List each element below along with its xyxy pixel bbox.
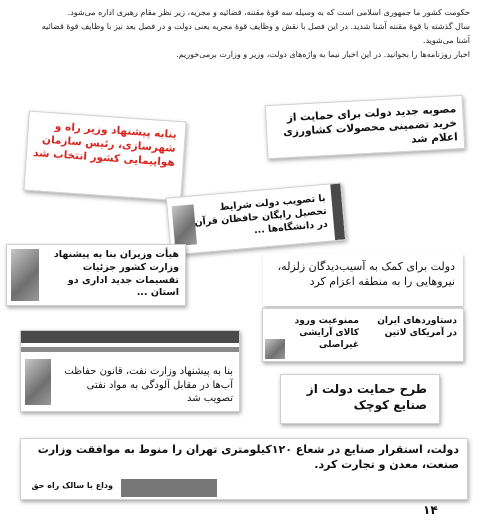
clip-headline: دولت، استقرار صنایع در شعاع ۱۲۰کیلومتری تهران را منوط به موافقت وزارت صنعت، معدن و تجارت کرد. [37, 443, 459, 471]
page-number: ۱۴ [423, 503, 438, 517]
clip-headline: مصوبه جدید دولت برای حمایت از خرید تضمینی محصولات کشاورزی اعلام شد [282, 103, 458, 146]
news-clip-water-protection [20, 330, 240, 412]
news-clip-aviation [23, 111, 186, 202]
news-clip-provinces [6, 244, 186, 306]
clip-headline-b: ممنوعیت ورود کالای آرایشی غیراصلی [294, 316, 359, 351]
news-clip-latin-america [262, 308, 464, 362]
news-clip-tehran-industries [20, 438, 468, 500]
clip-headline: با تصویب دولت شرایط تحصیل رایگان حافظان قرآن در دانشگاه‌ها ... [193, 192, 329, 236]
clip-headline: طرح حمایت دولت از صنایع کوچک [306, 382, 427, 413]
news-clip-quran-tuition [166, 182, 346, 255]
intro-paragraph-1: حکومت کشور ما جمهوری اسلامی است که به وسیله سه قوهٔ مقننه، قضائیه و مجریه، زیر نظر مقام رهبری اداره می‌شود. [67, 8, 470, 17]
clip-headline: بنابه پیشنهاد وزیر راه و شهرسازی، رئیس سازمان هواپیمایی کشور انتخاب شد [32, 120, 178, 170]
clip-headline: دولت برای کمک به آسیب‌دیدگان زلزله، نیروهایی را به منطقه اعزام کرد [277, 260, 455, 288]
clip-photo [265, 339, 285, 359]
clip-photo-strip [121, 479, 217, 497]
clip-photo [11, 249, 39, 301]
clip-photo [25, 359, 51, 405]
news-clip-crop-purchase [265, 95, 466, 159]
clip-headline: هیأت وزیران بنا به پیشنهاد وزارت کشور جزئیات تقسیمات جدید اداری دو استان ... [53, 249, 179, 299]
clip-masthead [21, 331, 239, 343]
clip-edge [330, 184, 345, 241]
clip-headline-a: دستاوردهای ایران در آمریکای لاتین [377, 316, 457, 339]
intro-paragraph-3: اخبار روزنامه‌ها را بخوانید. در این اخبار نیما به واژه‌های دولت، وزیر و وزارت برمی‌خوریم. [176, 50, 470, 59]
clip-headline: بنا به پیشنهاد وزارت نفت، قانون حفاظت آب‌ها در مقابل آلودگی به مواد نفتی تصویب شد [64, 366, 233, 404]
intro-text [40, 6, 470, 62]
clip-subheadline: وداع با سالک راه حق [31, 481, 113, 490]
clip-photo [172, 204, 197, 246]
intro-paragraph-2: سال گذشته با قوهٔ مقننه آشنا شدید. در این فصل با نقش و وظایف قوهٔ مجریه یعنی دولت و در فصل بعد نیز با وظایف قوهٔ قضائیه آشنا می‌شوید. [41, 22, 470, 45]
clip-masthead-strip [21, 347, 239, 352]
news-clip-small-industries [280, 374, 440, 424]
news-clip-earthquake [263, 254, 463, 306]
